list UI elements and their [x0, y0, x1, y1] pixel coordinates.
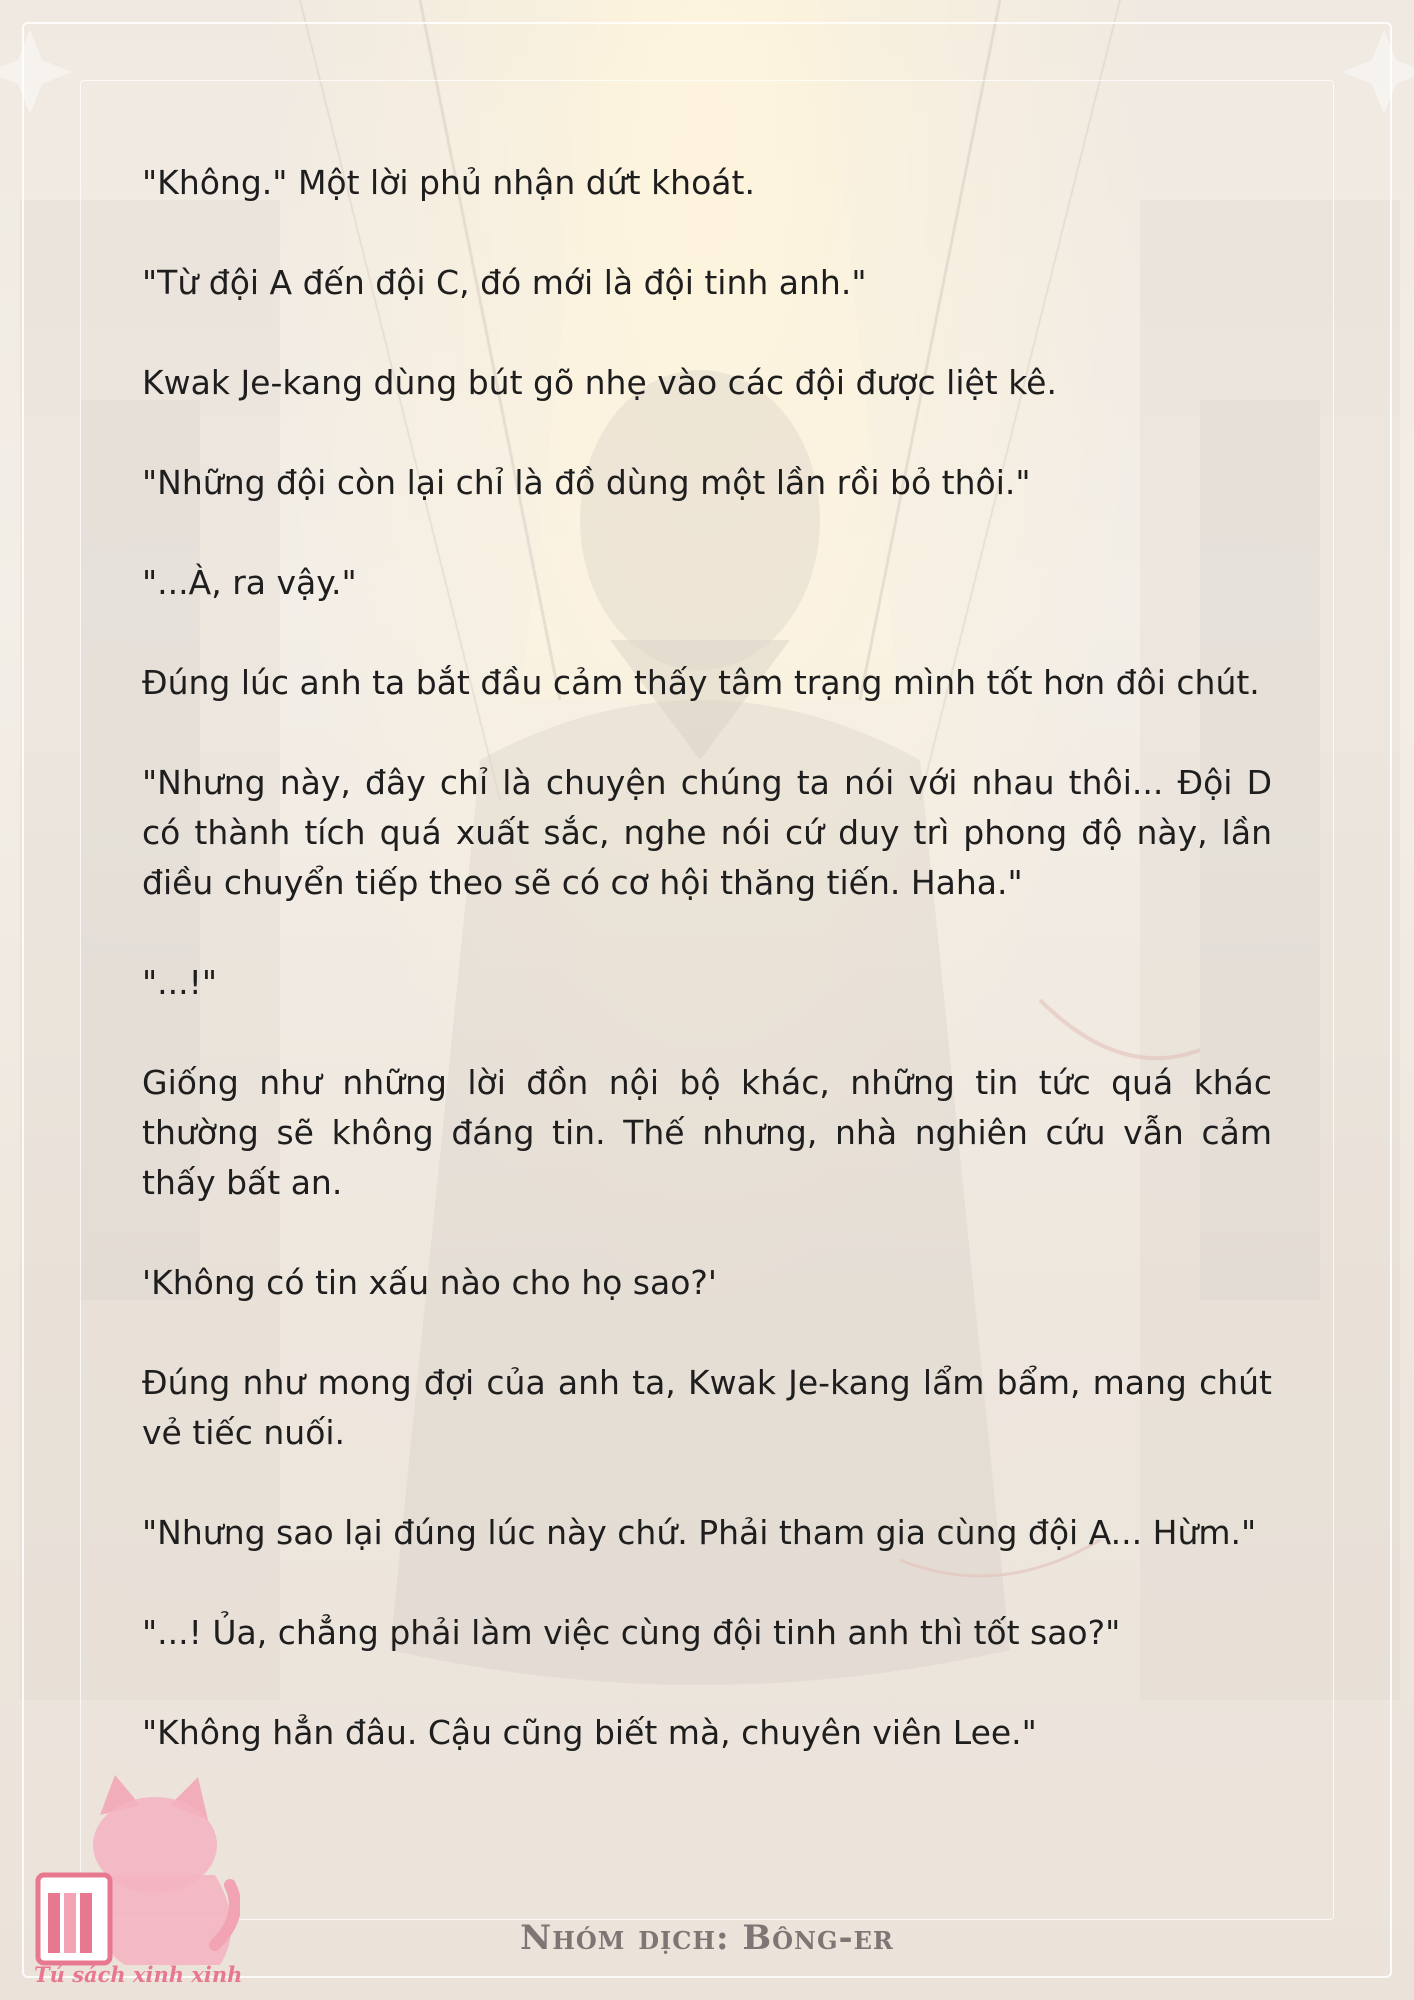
paragraph: Đúng lúc anh ta bắt đầu cảm thấy tâm trạng mình tốt hơn đôi chút. — [142, 663, 1260, 702]
paragraph: "Không." Một lời phủ nhận dứt khoát. — [142, 163, 755, 202]
logo-caption: Tủ sách xinh xinh — [34, 1962, 243, 1987]
paragraph: "...À, ra vậy." — [142, 563, 357, 602]
paragraph: Đúng như mong đợi của anh ta, Kwak Je-kang lẩm bẩm, mang chút vẻ tiếc nuối. — [142, 1363, 1272, 1452]
paragraph: Kwak Je-kang dùng bút gõ nhẹ vào các đội được liệt kê. — [142, 363, 1057, 402]
paragraph: "Nhưng sao lại đúng lúc này chứ. Phải tham gia cùng đội A... Hừm." — [142, 1513, 1257, 1552]
paragraph: "Nhưng này, đây chỉ là chuyện chúng ta nói với nhau thôi... Đội D có thành tích quá xuất sắc, nghe nói cứ duy trì phong độ này, lần điều chuyển tiếp theo sẽ có cơ hội thăng tiến. Haha." — [142, 763, 1272, 902]
paragraph: "...!" — [142, 963, 218, 1002]
paragraph: Giống như những lời đồn nội bộ khác, những tin tức quá khác thường sẽ không đáng tin. Thế nhưng, nhà nghiên cứu vẫn cảm thấy bất an. — [142, 1063, 1272, 1202]
paragraph: "Những đội còn lại chỉ là đồ dùng một lần rồi bỏ thôi." — [142, 463, 1031, 502]
translator-credit: Nhóm dịch: Bông-er — [520, 1918, 894, 1958]
paragraph: "Không hẳn đâu. Cậu cũng biết mà, chuyên viên Lee." — [142, 1713, 1037, 1752]
paragraph: "...! Ủa, chẳng phải làm việc cùng đội tinh anh thì tốt sao?" — [142, 1613, 1121, 1652]
paragraph: 'Không có tin xấu nào cho họ sao?' — [142, 1263, 718, 1302]
paragraph: "Từ đội A đến đội C, đó mới là đội tinh anh." — [142, 263, 867, 302]
story-text — [142, 158, 1272, 1808]
